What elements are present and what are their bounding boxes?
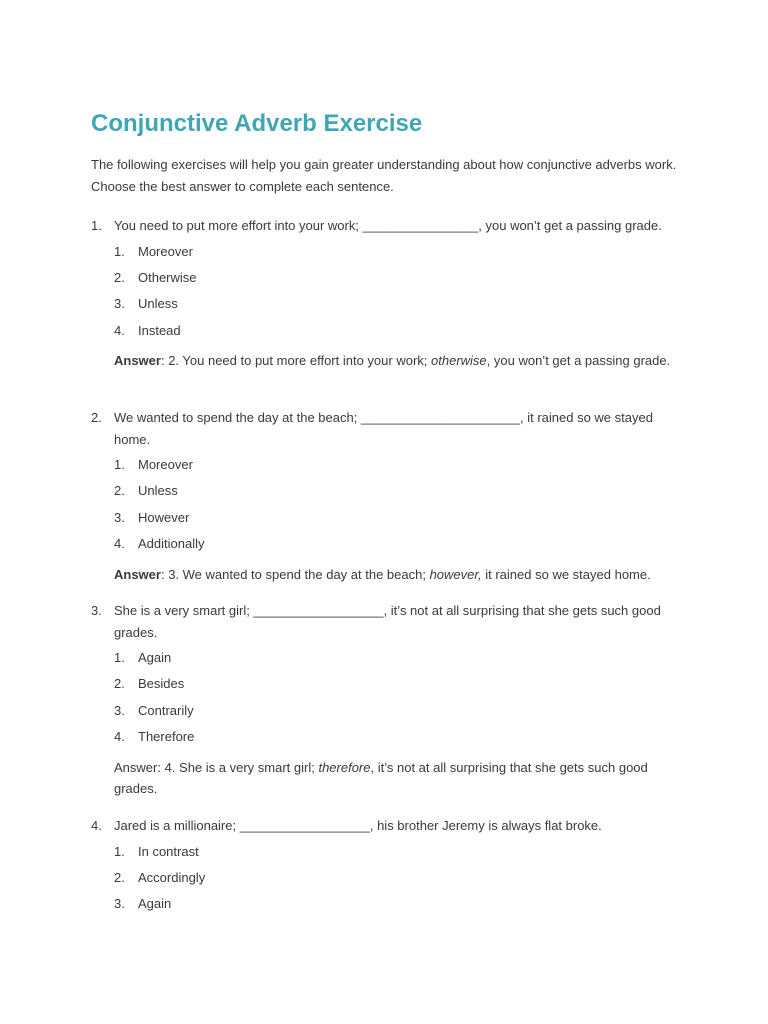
answer-label: Answer <box>114 566 161 582</box>
option-label: Again <box>138 896 172 912</box>
question-number: 4. <box>91 818 102 833</box>
option-label: Therefore <box>138 729 195 745</box>
question-3 <box>91 600 691 800</box>
option-number: 4. <box>114 322 125 338</box>
question-text: Jared is a millionaire; __________________, his brother Jeremy is always flat broke. <box>114 818 602 833</box>
question-text: We wanted to spend the day at the beach; ______________________, it rained so we stayed home. <box>114 410 653 447</box>
option-list <box>114 241 691 347</box>
option-number: 4. <box>114 729 125 745</box>
answer-text <box>114 564 691 586</box>
answer-text <box>114 757 691 800</box>
option-number: 3. <box>114 296 125 312</box>
option-item <box>114 726 691 752</box>
option-item <box>114 241 691 267</box>
option-item <box>114 841 691 867</box>
option-item <box>114 700 691 726</box>
page-title: Conjunctive Adverb Exercise <box>91 110 423 137</box>
answer-keyword: however, <box>429 566 482 582</box>
option-label: In contrast <box>138 843 199 859</box>
answer-after: it rained so we stayed home. <box>481 566 651 582</box>
option-label: Unless <box>138 296 178 312</box>
option-item <box>114 533 691 559</box>
option-label: Accordingly <box>138 869 206 885</box>
question-number: 2. <box>91 410 102 425</box>
answer-text <box>114 350 691 372</box>
option-item <box>114 454 691 480</box>
answer-after: , it’s not at all surprising that she gets such good grades. <box>114 759 648 797</box>
option-label: However <box>138 509 190 525</box>
option-label: Unless <box>138 483 178 499</box>
option-item <box>114 867 691 893</box>
question-2 <box>91 407 691 585</box>
option-label: Again <box>138 650 172 665</box>
answer-after: , you won’t get a passing grade. <box>486 353 671 369</box>
option-item <box>114 320 691 346</box>
option-list <box>114 647 691 753</box>
option-label: Instead <box>138 322 181 338</box>
question-4 <box>91 815 691 920</box>
question-number: 3. <box>91 603 102 618</box>
question-1 <box>91 215 691 372</box>
option-item <box>114 673 691 699</box>
option-item <box>114 647 691 673</box>
option-item <box>114 480 691 506</box>
option-list <box>114 454 691 560</box>
option-number: 1. <box>114 243 125 259</box>
option-item <box>114 267 691 293</box>
option-item <box>114 893 691 919</box>
answer-label: Answer <box>114 353 161 369</box>
option-number: 2. <box>114 269 125 285</box>
question-number: 1. <box>91 218 102 233</box>
answer-before: : 3. We wanted to spend the day at the beach; <box>160 566 430 582</box>
answer-before: : 2. You need to put more effort into your work; <box>160 353 432 369</box>
intro-paragraph: The following exercises will help you gain greater understanding about how conjunctive adverbs work. Choose the best answer to complete each sentence. <box>91 157 677 194</box>
option-label: Moreover <box>138 243 193 259</box>
option-label: Besides <box>138 676 185 692</box>
option-number: 2. <box>114 483 125 499</box>
option-label: Contrarily <box>138 702 194 718</box>
option-number: 1. <box>114 457 125 472</box>
answer-keyword: otherwise <box>431 353 487 369</box>
option-number: 1. <box>114 650 125 665</box>
option-label: Otherwise <box>138 269 197 285</box>
option-item <box>114 293 691 319</box>
option-label: Additionally <box>138 536 205 552</box>
answer-before: Answer: 4. She is a very smart girl; <box>114 759 319 775</box>
option-number: 3. <box>114 896 125 912</box>
option-number: 1. <box>114 843 125 859</box>
option-number: 2. <box>114 869 125 885</box>
question-text: You need to put more effort into your work; ________________, you won’t get a passing grade. <box>114 218 662 233</box>
option-item <box>114 507 691 533</box>
question-text: She is a very smart girl; __________________, it’s not at all surprising that she gets such good grades. <box>114 603 661 640</box>
option-number: 4. <box>114 536 125 552</box>
answer-keyword: therefore <box>318 759 371 775</box>
option-label: Moreover <box>138 457 193 472</box>
option-number: 3. <box>114 702 125 718</box>
option-list <box>114 841 691 920</box>
option-number: 3. <box>114 509 125 525</box>
option-number: 2. <box>114 676 125 692</box>
